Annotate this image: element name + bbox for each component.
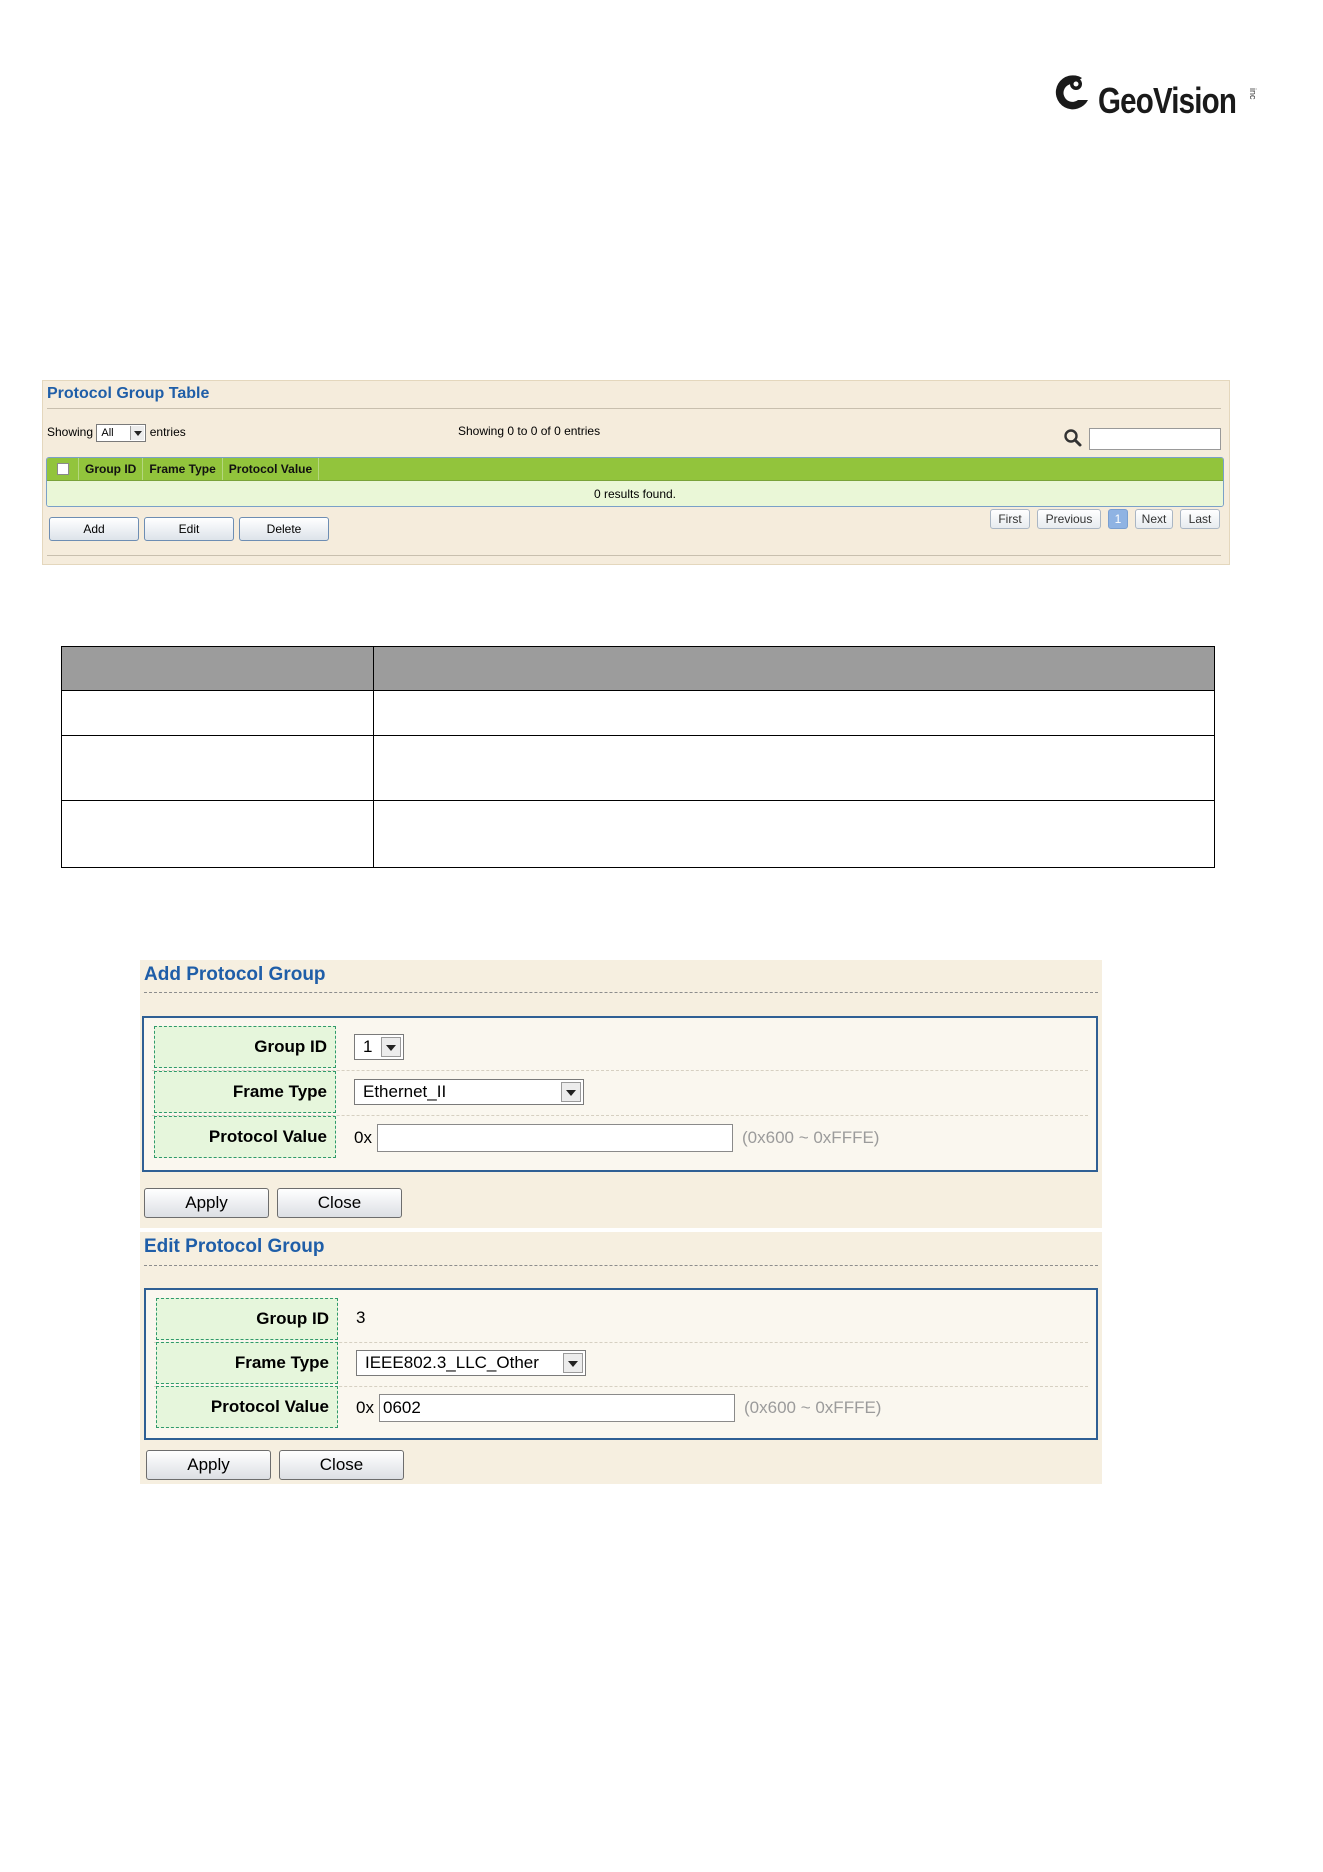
chevron-down-icon xyxy=(130,426,144,440)
add-button[interactable]: Add xyxy=(49,517,139,541)
form-fields xyxy=(144,1288,1098,1440)
grid-header xyxy=(47,458,1223,481)
divider xyxy=(47,555,1221,556)
pager-current-page[interactable]: 1 xyxy=(1108,509,1128,529)
column-header-frame-type[interactable]: Frame Type xyxy=(143,458,222,480)
frame-type-row xyxy=(154,1342,1088,1387)
close-button[interactable]: Close xyxy=(277,1188,402,1218)
apply-button[interactable]: Apply xyxy=(144,1188,269,1218)
form-title: Add Protocol Group xyxy=(144,964,326,985)
group-id-row xyxy=(152,1026,1088,1071)
protocol-value-hint: (0x600 ~ 0xFFFE) xyxy=(744,1398,882,1417)
protocol-value-label: Protocol Value xyxy=(156,1386,338,1428)
apply-button[interactable]: Apply xyxy=(146,1450,271,1480)
hex-prefix: 0x xyxy=(356,1398,374,1417)
form-fields xyxy=(142,1016,1098,1172)
logo-text: GeoVision xyxy=(1098,80,1237,121)
column-header-group-id[interactable]: Group ID xyxy=(79,458,143,480)
table-header-row xyxy=(62,647,1215,691)
description-table xyxy=(61,646,1215,868)
search-input[interactable] xyxy=(1089,428,1221,450)
delete-button[interactable]: Delete xyxy=(239,517,329,541)
frame-type-label: Frame Type xyxy=(154,1071,336,1113)
pager-last[interactable]: Last xyxy=(1180,509,1220,529)
protocol-value-hint: (0x600 ~ 0xFFFE) xyxy=(742,1128,880,1147)
add-protocol-group-form xyxy=(140,960,1102,1228)
frame-type-label: Frame Type xyxy=(156,1342,338,1384)
entries-length-select[interactable]: All xyxy=(96,424,146,442)
column-header-protocol-value[interactable]: Protocol Value xyxy=(223,458,319,480)
pager-next[interactable]: Next xyxy=(1135,509,1173,529)
select-all-checkbox[interactable] xyxy=(57,463,69,475)
chevron-down-icon xyxy=(561,1082,581,1102)
edit-protocol-group-form xyxy=(140,1232,1102,1484)
frame-type-select[interactable]: Ethernet_II xyxy=(354,1079,584,1105)
protocol-value-label: Protocol Value xyxy=(154,1116,336,1158)
table-row xyxy=(62,736,1215,801)
form-title: Edit Protocol Group xyxy=(144,1236,325,1257)
logo-suffix: inc xyxy=(1248,88,1258,100)
pager-first[interactable]: First xyxy=(990,509,1030,529)
frame-type-row xyxy=(152,1071,1088,1116)
entries-label: entries xyxy=(149,425,186,440)
divider xyxy=(144,992,1098,993)
empty-message: 0 results found. xyxy=(47,481,1223,507)
protocol-value-row xyxy=(152,1116,1088,1160)
group-id-row xyxy=(154,1298,1088,1343)
pager-previous[interactable]: Previous xyxy=(1037,509,1101,529)
protocol-group-table-panel xyxy=(42,380,1230,565)
protocol-group-grid xyxy=(46,457,1224,507)
entries-info: Showing 0 to 0 of 0 entries xyxy=(458,424,601,438)
chevron-down-icon xyxy=(381,1037,401,1057)
group-id-value: 3 xyxy=(356,1308,366,1327)
table-row xyxy=(62,691,1215,736)
chevron-down-icon xyxy=(563,1353,583,1373)
search-icon xyxy=(1063,428,1083,448)
divider xyxy=(144,1265,1098,1266)
hex-prefix: 0x xyxy=(354,1128,372,1147)
group-id-label: Group ID xyxy=(154,1026,336,1068)
divider xyxy=(47,408,1221,409)
edit-button[interactable]: Edit xyxy=(144,517,234,541)
geovision-logo xyxy=(1052,66,1258,126)
entries-length-control xyxy=(47,424,186,442)
geovision-mark-icon xyxy=(1052,70,1092,114)
table-row xyxy=(62,801,1215,868)
close-button[interactable]: Close xyxy=(279,1450,404,1480)
frame-type-select[interactable]: IEEE802.3_LLC_Other xyxy=(356,1350,586,1376)
protocol-value-input[interactable] xyxy=(377,1124,733,1152)
group-id-label: Group ID xyxy=(156,1298,338,1340)
select-all-cell xyxy=(47,458,79,480)
protocol-value-input[interactable]: 0602 xyxy=(379,1394,735,1422)
showing-label: Showing xyxy=(47,425,94,440)
protocol-value-row xyxy=(154,1386,1088,1430)
group-id-select[interactable]: 1 xyxy=(354,1034,404,1060)
panel-title: Protocol Group Table xyxy=(47,385,210,402)
